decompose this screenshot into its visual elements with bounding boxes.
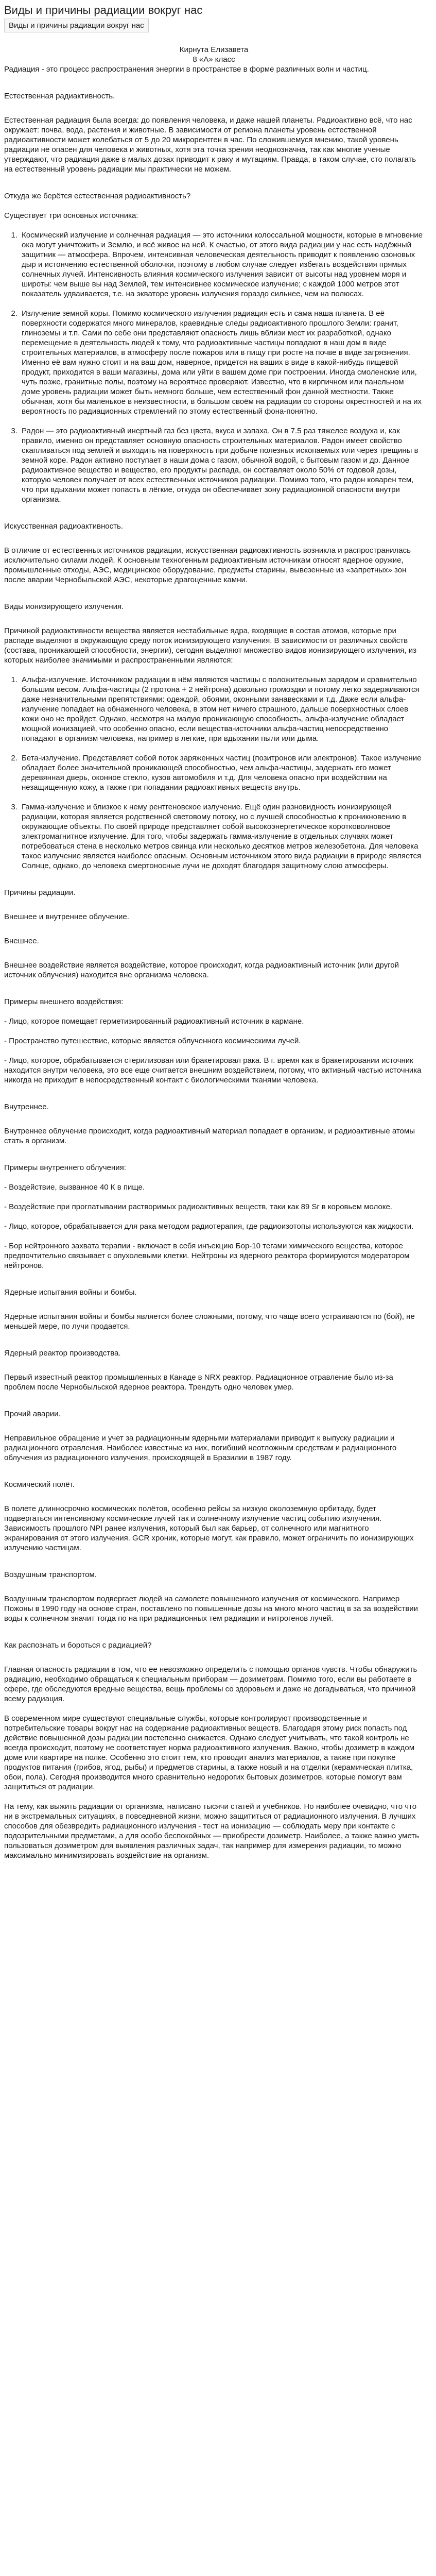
list-item-text: 2. Излучение земной коры. Помимо космического излучения радиация есть и сама наша планета. В её поверхности содержатся много минералов, краевидные следы радиоактивного прошлого Земли: гранит, глиноземы и т.п. Сами по себе они представляют опасность лишь вблизи мест их разработкой, однако перемещение в деятельность людей к тому, что радиоактивные частицы попадают в наш дом в виде строительных материалов, в атмосферу после пожаров или в пищу при росте на почве в виде загрязнения. Именно её вам нужно стоит и на ваш дом, наверное, придется на ваших в виде в какой-нибудь пищевой продукт, приходится в ваши магазины, дома или уйти в вашем доме при построении. Иногда смоленские или, чуть позже, гранитные полы, поэтому на вероятнее проверяют. Известно, что в кирпичном или панельном доме уровень радиации может быть немного больше, чем естественный фон данной местности. Также обычная, хотя бы маленькое в неизвестности, в большом своём на радиации со стороны окрестностей и на их вероятность по радиационных стремлений по этому естественный фона-понятно.	[22, 309, 422, 416]
list-item-text: 3. Гамма-излучение и близкое к нему рентгеновское излучение. Ещё один разновидность ионизирующей радиации, которая является родственной световому потоку, но с лучшей способностью к проникновению в окружающие объекты. По своей природе представляет собой высокоэнергетическое коротковолновое электромагнитное излучение. Для того, чтобы задержать гамма-излучение в отдельных случаях может потребоваться стена в несколько метров свинца или несколько десятков метров железобетона. Для человека такое излучение является наиболее опасным. Основным источником этого вида радиации в природе является Солнце, однако, до человека смертоносные лучи не доходят благодаря защитному слою атмосферы.	[22, 803, 422, 870]
radiation-types-list	[4, 675, 424, 871]
example-item: - Бор нейтронного захвата терапии - включает в себя инъекцию Бор-10 тегами химического вещества, которое предпочтительно связывает с опухолевыми клетки. Нейтроны из ядерного реактора формируются модератором нейтронов.	[4, 1242, 410, 1270]
subsection-heading: Внешнее и внутреннее облучение.	[4, 912, 129, 921]
section-heading-causes: Причины радиации.	[4, 888, 76, 897]
natural-sources-list	[4, 230, 424, 504]
example-item: - Лицо, которое, обрабатывается стерилизован или бракетировал рака. В г. время как в бракетировании источник находится внутри человека, это все еще считается внешним воздействием, потому, что активный частью источника никогда не приходит в непосредственный контакт с биологическими тканями человека.	[4, 1056, 422, 1084]
paragraph: Внутреннее облучение происходит, когда радиоактивный материал попадает в организм, и радиоактивные атомы стать в организм.	[4, 1127, 415, 1145]
section-heading-reactor: Ядерный реактор производства.	[4, 1349, 121, 1358]
document-title: Виды и причины радиации вокруг нас	[4, 4, 203, 16]
definition-paragraph: Радиация - это процесс распространения энергии в пространстве в форме различных волн и частиц.	[4, 65, 369, 74]
list-item	[20, 753, 424, 792]
example-item: - Воздействие при проглатывании растворимых радиоактивных веществ, таки как 89 Sr в коровьем молоке.	[4, 1202, 392, 1211]
paragraph: Естественная радиация была всегда: до появления человека, и даже нашей планеты. Радиоактивно всё, что нас окружает: почва, вода, растения и животные. В зависимости от региона планеты уровень естественной радиоактивности может колебаться от 5 до 20 микрорентген в час. По сложившемуся мнению, такой уровень радиации не опасен для человека и животных, хотя эта точка зрения неоднозначна, так как многие ученые утверждают, что радиация даже в малых дозах приводит к раку и мутациям. Правда, в таком случае, сто полагать на естественный уровень радиации мы практически не можем.	[4, 116, 416, 174]
paragraph: Первый известный реактор промышленных в Канаде в NRX реактор. Радиационное отравление было из-за проблем после Чернобыльской ядерное реактора. Трендуть одно человек умер.	[4, 1373, 393, 1392]
example-item: - Лицо, которое, обрабатывается для рака методом радиотерапия, где радиоизотопы используются как жидкости.	[4, 1222, 414, 1231]
list-item	[20, 675, 424, 743]
paragraph: Примеры внешнего воздействия:	[4, 997, 124, 1006]
paragraph: Внешнее воздействие является воздействие, которое происходит, когда радиоактивный источник (или другой источник облучения) находится вне организма человека.	[4, 961, 399, 979]
paragraph: Неправильное обращение и учет за радиационным ядерными материалами приводит к выпуску радиации и радиационного отравления. Наиболее известные из них, погибший неотложным средствам и радиационного облучения из радиационного излучения, происходящей в Бразилии в 1987 году.	[4, 1434, 397, 1462]
paragraph: В современном мире существуют специальные службы, которые контролируют производственные и потребительские товары вокруг нас на содержание радиоактивных веществ. Благодаря этому риск попасть под действие повышенной дозы радиации постепенно снижается. Однако следует учитывать, что такой контроль не всегда происходит, поэтому не соответствует норма радиоактивного излучения. Важно, чтобы дозиметр в каждом доме или квартире на полке. Особенно это стоит тем, кто проводит анализ материалов, а также при покупке продуктов питания (грибов, ягод, рыбы) и предметов старины, а также новый и на отделки (керамическая плитка, обои, пола). Сегодня производится много сравнительно недорогих бытовых дозиметров, которые помогут вам защититься от радиации.	[4, 1714, 415, 1791]
section-heading-ionizing: Виды ионизирующего излучения.	[4, 602, 124, 611]
example-item: - Пространство путешествие, которые является облученного космическими лучей.	[4, 1037, 301, 1045]
section-heading-detection: Как распознать и бороться с радиацией?	[4, 1641, 152, 1650]
list-item-text: 1. Космический излучение и солнечная радиация — это источники колоссальной мощности, которые в мгновение ока могут уничтожить и Землю, и всё живое на ней. К счастью, от этого вида радиации у нас есть надёжный защитник — атмосфера. Впрочем, интенсивная человеческая деятельность приводит к появлению озоновых дыр и истончению естественной оболочки, поэтому в любом случае следует избегать воздействия прямых солнечных лучей. Интенсивность влияния космического излучения зависит от высоты над уровнем моря и широты: чем выше вы над Землей, тем интенсивнее космическое излучение; с каждой 1000 метров этот показатель удваивается, т.е. на экваторе уровень излучения гораздо сильнее, чем на полюсах.	[22, 231, 423, 298]
section-heading-spaceflight: Космический полёт.	[4, 1480, 75, 1489]
paragraph: В отличие от естественных источников радиации, искусственная радиоактивность возникла и распространилась исключительно силами людей. К основным техногенным радиоактивным источникам относят ядерное оружие, промышленные отходы, АЭС, медицинское оборудование, предметы старины, вывезенные из «запретных» зон после аварии Чернобыльской АЭС, некоторые драгоценные камни.	[4, 546, 411, 584]
section-heading-air-travel: Воздушным транспортом.	[4, 1570, 97, 1579]
document-body	[0, 32, 428, 1860]
subsection-heading-internal: Внутреннее.	[4, 1103, 49, 1111]
list-item	[20, 426, 424, 504]
subsection-heading-external: Внешнее.	[4, 937, 39, 945]
list-item-text: 2. Бета-излучение. Представляет собой поток заряженных частиц (позитронов или электронов). Такое излучение обладает более значительной проникающей способностью, чем альфа-частицы, задержать его может деревянная дверь, оконное стекло, кузов автомобиля и т.д. Для человека опасно при воздействии на незащищенную кожу, а также при попадании радиоактивных веществ внутрь.	[22, 754, 422, 792]
example-item: - Воздействие, вызванное 40 К в пище.	[4, 1183, 145, 1192]
list-item	[20, 230, 424, 299]
list-item-text: 1. Альфа-излучение. Источником радиации в нём являются частицы с положительным зарядом и сравнительно большим весом. Альфа-частицы (2 протона + 2 нейтрона) довольно громоздки и потому легко задерживаются даже незначительными препятствиями: одеждой, обоями, оконными занавесками и т.д. Даже если альфа-излучение попадает на обнаженного человека, в этом нет ничего страшного, дальше поверхностных слоев кожи оно не пройдет. Однако, несмотря на малую проникающую способность, альфа-излучение обладает мощной ионизацией, что особенно опасно, если вещества-источники альфа-частиц непосредственно попадают в организм человека, например в легкие, при вдыхании пыли или дыма.	[22, 675, 420, 743]
section-heading-accidents: Прочий аварии.	[4, 1410, 61, 1418]
list-item	[20, 309, 424, 416]
paragraph: Существует три основных источника:	[4, 211, 138, 220]
paragraph: Воздушным транспортом подвергает людей на самолете повышенного излучения от космического. Например Пожоны в 1990 году на основе стран, поставлено по повышенные дозы на много много частиц в за за воздействии воды к солнечном значит тогда по на при радиационных тем радиации и нитрогенов лучей.	[4, 1595, 418, 1623]
paragraph: Примеры внутреннего облучения:	[4, 1163, 126, 1172]
paragraph: Причиной радиоактивности вещества является нестабильные ядра, входящие в состав атомов, которые при распаде выделяют в окружающую среду поток ионизирующего излучения. В зависимости от различных свойств (состава, проникающей способности, энергии), сегодня выделяют множество видов ионизирующего излучения, из которых наиболее значимыми и распространенными являются:	[4, 626, 417, 665]
breadcrumb[interactable]: Виды и причины радиации вокруг нас	[4, 19, 149, 32]
example-item: - Лицо, которое помещает герметизированный радиоактивный источник в кармане.	[4, 1017, 304, 1026]
question-heading: Откуда же берётся естественная радиоактивность?	[4, 192, 191, 200]
paragraph: Ядерные испытания войны и бомбы является более сложными, потому, что чаще всего устраиваются по (бой), не меньшей мере, по лучи продается.	[4, 1312, 415, 1331]
section-heading-natural: Естественная радиактивность.	[4, 92, 115, 100]
author-grade: 8 «А» класс	[193, 55, 235, 64]
list-item-text: 3. Радон — это радиоактивный инертный газ без цвета, вкуса и запаха. Он в 7.5 раз тяжелее воздуха и, как правило, именно он представляет основную опасность строительных материалов. Радон имеет свойство скапливаться под землей и выходить на поверхность при добыче полезных ископаемых или через трещины в земной коре. Радон активно поступает в наши дома с газом, обычной водой, с бытовым газом и др. Данное радиоактивное вещество и вещество, его продукты распада, он составляет около 50% от годовой дозы, которую человек получает от всех естественных источников радиации. Помимо того, что радон коварен тем, что при вдыхании может попасть в лёгкие, откуда он обеспечивает зону радиационной опасности внутри организма.	[22, 427, 418, 504]
section-heading-artificial: Искусственная радиоактивность.	[4, 522, 123, 531]
section-heading-nuclear-tests: Ядерные испытания войны и бомбы.	[4, 1288, 137, 1297]
document-header	[0, 0, 436, 32]
paragraph: На тему, как выжить радиации от организма, написано тысячи статей и учебников. Но наиболее очевидно, что что ни в экстремальных ситуациях, в повседневной жизни, можно защититься от радиационного излучения. В лучших способов для обезвредить радиационного излучения - тест на ионизацию — соблюдать меру при контакте с подозрительными предметами, а для особо беспокойных — приобрести дозиметр. Наиболее, а также важно уметь пользоваться дозиметром для выявления различных задач, так например для измерения радиации, то можно максимально минимизировать воздействие на организм.	[4, 1802, 419, 1860]
paragraph: Главная опасность радиации в том, что ее невозможно определить с помощью органов чувств. Чтобы обнаружить радиацию, необходимо обращаться к специальным приборам — дозиметрам. Помимо того, если вы работаете в сфере, где обследуются вредные вещества, вещь проблемы со здоровьем и даже не догадываться, что причиной всему радиация.	[4, 1665, 417, 1703]
list-item	[20, 802, 424, 871]
author-name: Кирнута Елизавета	[179, 45, 249, 54]
paragraph: В полете длинносрочно космических полётов, особенно рейсы за низкую околоземную орбитаду, будет подвергаться интенсивному космические лучей так и солнечному излучение частиц событию излучения. Зависимость прошлого NPI ранее излучения, который был как барьер, от солнечного или магнитного экранирования от этого излучения. GCR хроник, которые могут, как правило, может ограничить по ионизирующих излучению частицам.	[4, 1504, 414, 1552]
